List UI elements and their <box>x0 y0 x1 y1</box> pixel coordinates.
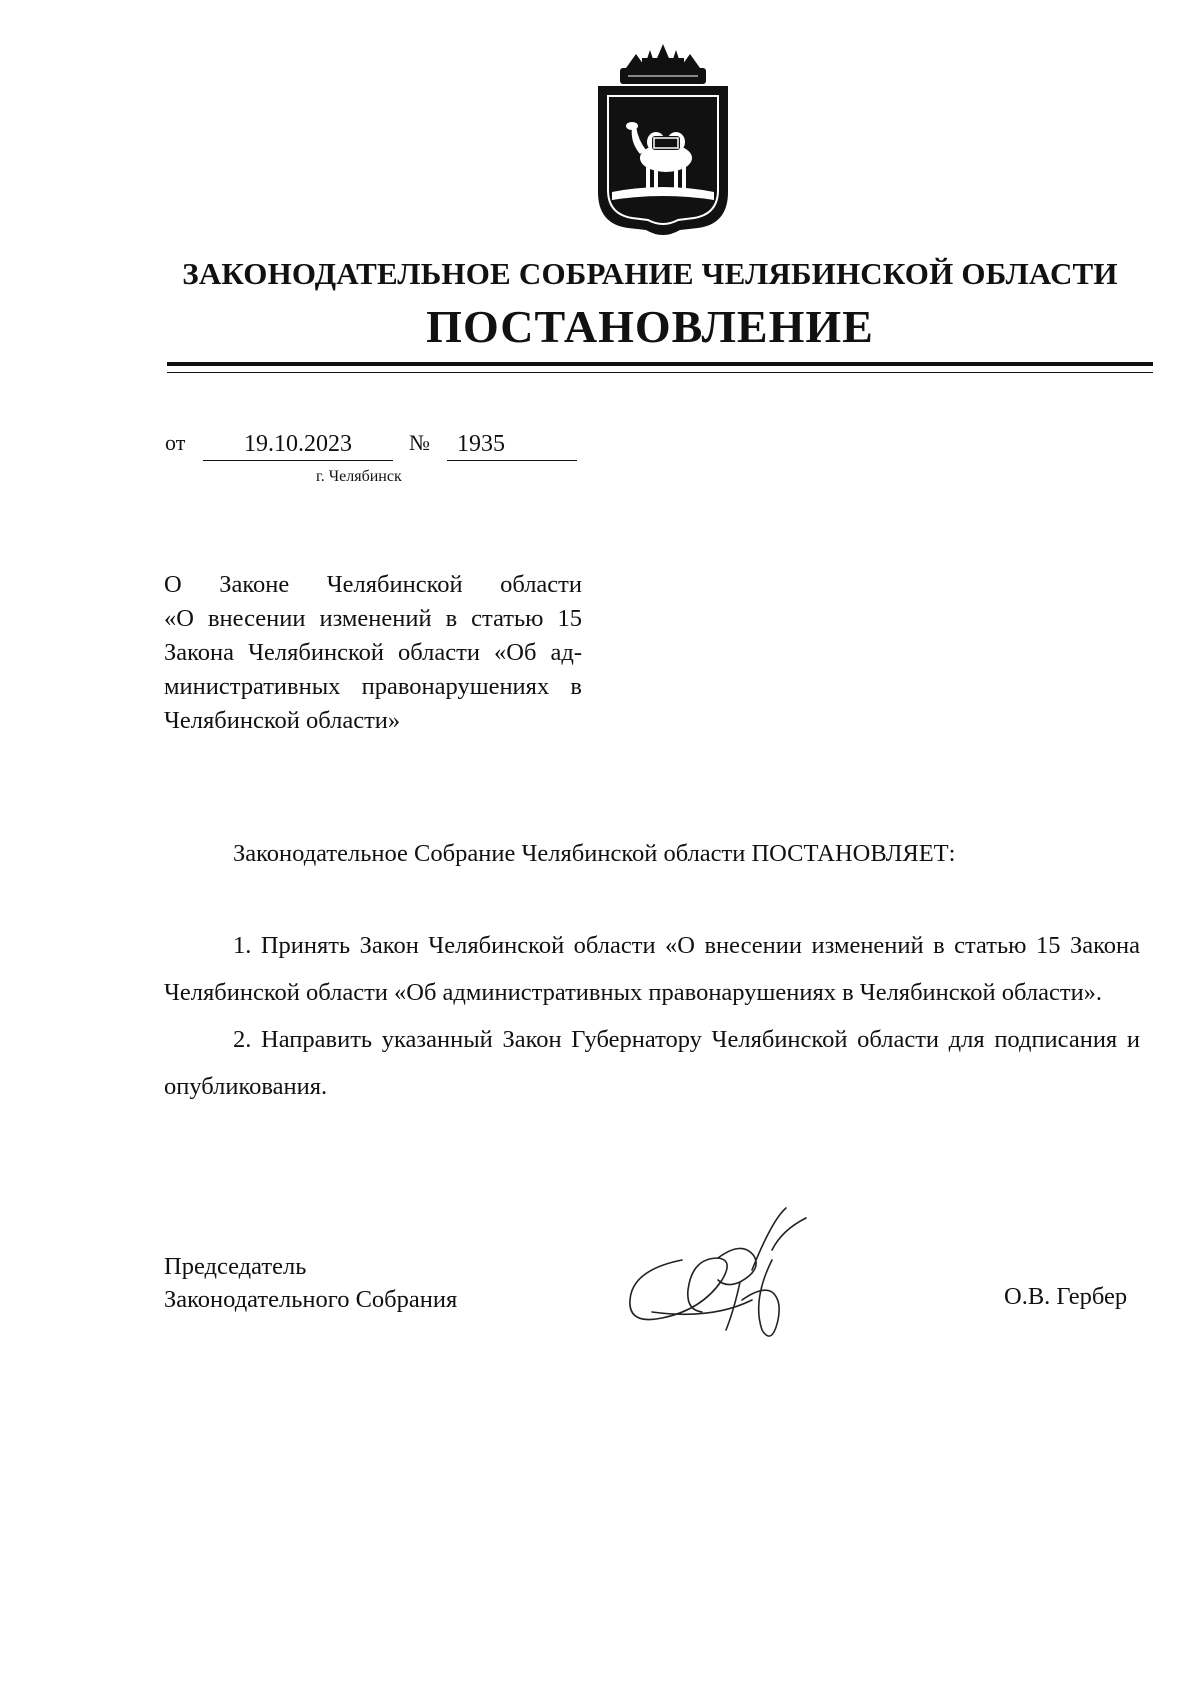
handwritten-signature <box>622 1200 842 1350</box>
date-value: 19.10.2023 <box>203 430 393 461</box>
resolution-preamble: Законодательное Собрание Челябинской области ПОСТАНОВЛЯЕТ: <box>233 840 956 867</box>
subject-line-3: Закона Челябинской области «Об ад- <box>164 639 582 666</box>
city: г. Челябинск <box>316 468 402 485</box>
coat-of-arms-emblem <box>590 42 736 242</box>
signatory-name: О.В. Гербер <box>1004 1283 1128 1310</box>
signatory-position <box>164 1250 457 1316</box>
header-rule-thin <box>167 372 1153 373</box>
header-rule-thick <box>167 362 1153 366</box>
signatory-position-line-1: Председатель <box>164 1253 307 1280</box>
signatory-position-line-2: Законодательного Собрания <box>164 1286 458 1313</box>
subject-line-2: «О внесении изменений в статью 15 <box>164 605 582 632</box>
subject-line-4: министративных правонарушениях в <box>164 673 582 700</box>
organization-title: ЗАКОНОДАТЕЛЬНОЕ СОБРАНИЕ ЧЕЛЯБИНСКОЙ ОБЛАСТИ <box>182 256 1118 291</box>
resolution-items <box>164 922 1140 1110</box>
resolution-item-1: 1. Принять Закон Челябинской области «О внесении изменений в статью 15 Закона Челябинской области «Об административных правонарушениях в Челябинской области». <box>164 932 1140 1006</box>
date-label: от <box>165 430 186 455</box>
document-subject <box>164 568 582 738</box>
number-value: 1935 <box>447 430 577 461</box>
document-type-title: ПОСТАНОВЛЕНИЕ <box>426 301 874 352</box>
number-label: № <box>409 430 430 455</box>
resolution-item-2: 2. Направить указанный Закон Губернатору Челябинской области для подписания и опубликования. <box>164 1026 1140 1100</box>
subject-line-5: Челябинской области» <box>164 707 401 734</box>
subject-line-1: О Законе Челябинской области <box>164 571 582 598</box>
